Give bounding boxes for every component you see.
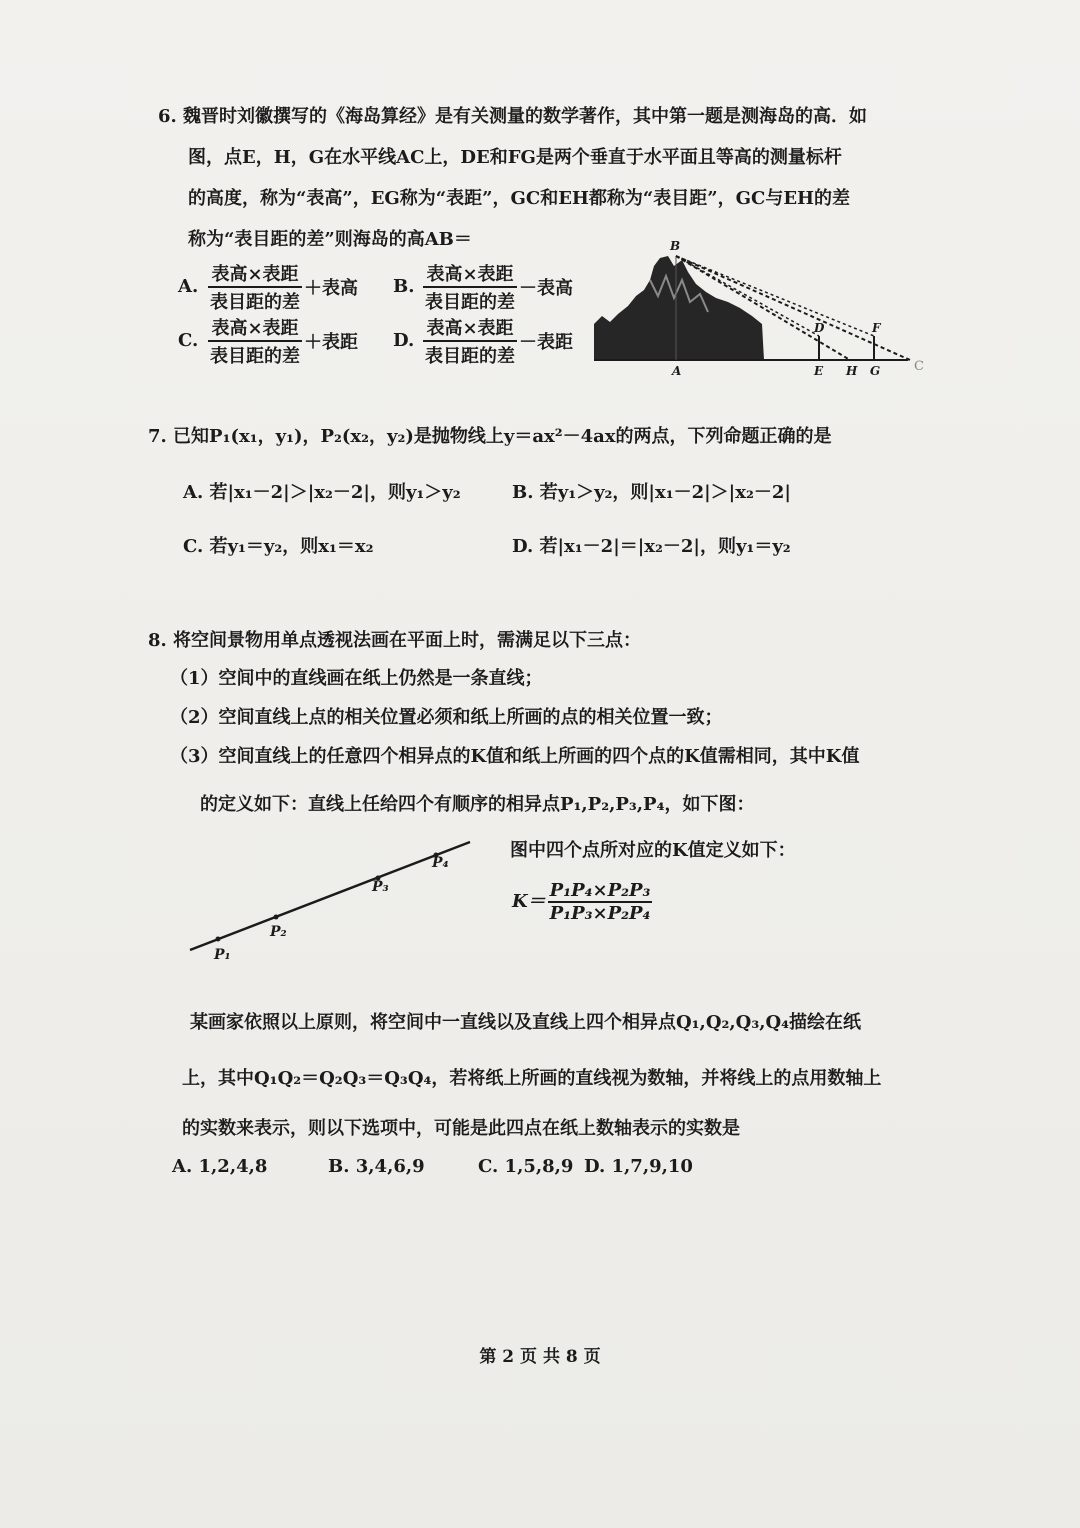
q8-option-b[interactable]: B. 3,4,6,9 [328,1156,425,1177]
straight-line [190,842,470,950]
point-p2 [274,915,279,920]
option-label: A. [178,276,199,297]
option-label: B. [393,276,415,297]
label-g: G [870,364,881,378]
q8-rule1: （1）空间中的直线画在纸上仍然是一条直线； [170,668,543,689]
label-a: A [672,364,682,378]
fraction-numerator: 表高×表距 [423,314,517,342]
option-tail: ＋表距 [304,332,358,353]
option-label: D. [393,330,415,351]
q6-line1: 6. 魏晋时刘徽撰写的《海岛算经》是有关测量的数学著作，其中第一题是测海岛的高．如 [158,106,868,127]
q7-stem: 7. 已知P₁(x₁，y₁)，P₂(x₂，y₂)是抛物线上y＝ax²－4ax的两点，下列命题正确的是 [148,426,832,447]
fraction [548,880,653,924]
label-p2: P₂ [270,924,287,940]
q6-option-b[interactable] [393,260,573,314]
q8-stem: 8. 将空间景物用单点透视法画在平面上时，需满足以下三点： [148,630,642,651]
q7-option-d[interactable]: D. 若|x₁－2|＝|x₂－2|，则y₁＝y₂ [512,536,791,557]
q8-option-a[interactable]: A. 1,2,4,8 [172,1156,268,1177]
fraction-numerator: 表高×表距 [208,260,302,288]
label-d: D [814,321,825,335]
q8-para2: 上，其中Q₁Q₂＝Q₂Q₃＝Q₃Q₄，若将纸上所画的直线视为数轴，并将线上的点用数轴上 [182,1068,882,1089]
q8-option-c[interactable]: C. 1,5,8,9 [478,1156,574,1177]
fraction [423,260,517,314]
option-tail: ＋表高 [304,278,358,299]
label-p3: P₃ [372,879,389,895]
q7-option-a[interactable]: A. 若|x₁－2|＞|x₂－2|，则y₁＞y₂ [183,482,461,503]
formula-lhs: K＝ [512,891,546,912]
label-p4: P₄ [432,855,449,871]
fraction-denominator: 表目距的差 [210,292,300,313]
label-h: H [846,364,858,378]
label-p1: P₁ [214,947,231,963]
fraction-denominator: P₁P₃×P₂P₄ [549,903,651,924]
fraction-denominator: 表目距的差 [425,346,515,367]
fraction-numerator: 表高×表距 [423,260,517,288]
option-label: C. [178,330,199,351]
option-tail: －表高 [519,278,573,299]
q6-line3: 的高度，称为“表高”，EG称为“表距”，GC和EH都称为“表目距”，GC与EH的差 [188,188,851,209]
fraction-numerator: P₁P₄×P₂P₃ [549,880,651,901]
island-shape [594,256,764,360]
q7-option-b[interactable]: B. 若y₁＞y₂，则|x₁－2|＞|x₂－2| [512,482,791,503]
q8-rule3b: 的定义如下：直线上任给四个有顺序的相异点P₁,P₂,P₃,P₄，如下图： [200,794,755,815]
q8-k-formula [512,880,654,924]
option-tail: －表距 [519,332,573,353]
q6-option-a[interactable] [178,260,358,314]
point-p1 [216,937,221,942]
q8-figure-caption: 图中四个点所对应的K值定义如下： [510,840,796,861]
fraction-denominator: 表目距的差 [425,292,515,313]
q8-rule3a: （3）空间直线上的任意四个相异点的K值和纸上所画的四个点的K值需相同，其中K值 [170,746,860,767]
q8-option-d[interactable]: D. 1,7,9,10 [584,1156,693,1177]
q8-para1: 某画家依照以上原则，将空间中一直线以及直线上四个相异点Q₁,Q₂,Q₃,Q₄描绘在纸 [190,1012,862,1033]
q6-line4: 称为“表目距的差”则海岛的高AB＝ [188,229,472,250]
fraction [208,314,302,368]
label-c: C [914,359,924,374]
label-b: B [670,239,681,253]
label-f: F [872,321,881,335]
fraction-numerator: 表高×表距 [208,314,302,342]
q8-rule2: （2）空间直线上点的相关位置必须和纸上所画的点的相关位置一致； [170,707,723,728]
fraction [423,314,517,368]
fraction-denominator: 表目距的差 [210,346,300,367]
page-footer: 第 2 页 共 8 页 [479,1347,601,1367]
fraction [208,260,302,314]
q7-option-c[interactable]: C. 若y₁＝y₂，则x₁＝x₂ [183,536,374,557]
label-e: E [814,364,824,378]
island-figure [588,236,938,378]
q6-option-d[interactable] [393,314,573,368]
q6-line2: 图，点E，H，G在水平线AC上，DE和FG是两个垂直于水平面且等高的测量标杆 [188,147,842,168]
q6-option-c[interactable] [178,314,358,368]
q8-para3: 的实数来表示，则以下选项中，可能是此四点在纸上数轴表示的实数是 [182,1118,740,1139]
points-line-figure [180,830,480,970]
